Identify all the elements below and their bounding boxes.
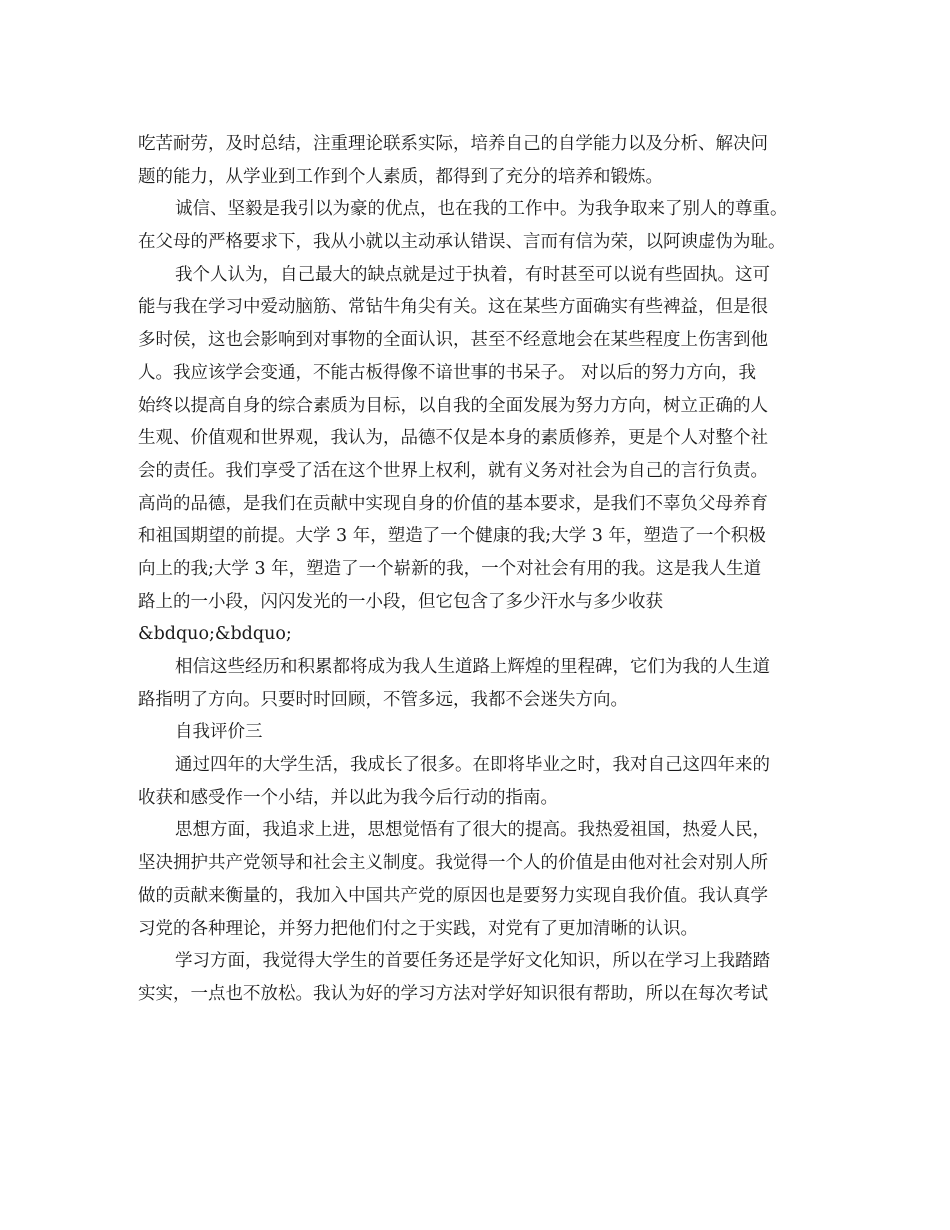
- text-line: 生观、价值观和世界观，我认为，品德不仅是本身的素质修养，更是个人对整个社: [138, 428, 768, 449]
- text-line: 我个人认为，自己最大的缺点就是过于执着，有时甚至可以说有些固执。这可: [175, 264, 770, 285]
- text-line: 习党的各种理论，并努力把他们付之于实践，对党有了更加清晰的认识。: [138, 918, 698, 939]
- text-line: 自我评价三: [175, 722, 263, 743]
- text-line: 题的能力，从学业到工作到个人素质，都得到了充分的培养和锻炼。: [138, 166, 663, 187]
- text-line: 诚信、坚毅是我引以为豪的优点，也在我的工作中。为我争取来了别人的尊重。: [175, 199, 788, 220]
- text-line: 会的责任。我们享受了活在这个世界上权利，就有义务对社会为自己的言行负责。: [138, 460, 768, 481]
- text-line: 学习方面，我觉得大学生的首要任务还是学好文化知识，所以在学习上我踏踏: [175, 951, 770, 972]
- text-line: 收获和感受作一个小结，并以此为我今后行动的指南。: [138, 787, 558, 808]
- text-line: 人。我应该学会变通，不能古板得像不谙世事的书呆子。 对以后的努力方向，我: [138, 362, 757, 383]
- text-line: 相信这些经历和积累都将成为我人生道路上辉煌的里程碑，它们为我的人生道: [175, 657, 770, 677]
- text-line: 始终以提高自身的综合素质为目标，以自我的全面发展为努力方向，树立正确的人: [138, 395, 768, 416]
- text-line: 路指明了方向。只要时时回顾，不管多远，我都不会迷失方向。: [138, 689, 628, 710]
- text-line: 能与我在学习中爱动脑筋、常钻牛角尖有关。这在某些方面确实有些裨益，但是很: [138, 297, 768, 318]
- text-line: 多时侯，这也会影响到对事物的全面认识，甚至不经意地会在某些程度上伤害到他: [138, 330, 768, 351]
- text-line: 思想方面，我追求上进，思想觉悟有了很大的提高。我热爱祖国，热爱人民，: [175, 820, 770, 841]
- text-line: 通过四年的大学生活，我成长了很多。在即将毕业之时，我对自己这四年来的: [175, 755, 770, 776]
- text-line: 做的贡献来衡量的，我加入中国共产党的原因也是要努力实现自我价值。我认真学: [138, 885, 768, 906]
- text-line: 坚决拥护共产党领导和社会主义制度。我觉得一个人的价值是由他对社会对别人所: [138, 853, 768, 874]
- text-line: 和祖国期望的前提。大学 3 年，塑造了一个健康的我;大学 3 年，塑造了一个积极: [138, 526, 766, 547]
- text-line: 吃苦耐劳，及时总结，注重理论联系实际，培养自己的自学能力以及分析、解决问: [138, 134, 768, 154]
- text-line: 高尚的品德，是我们在贡献中实现自身的价值的基本要求，是我们不辜负父母养育: [138, 493, 768, 514]
- text-line: &bdquo;&bdquo;: [138, 624, 292, 645]
- text-line: 向上的我;大学 3 年，塑造了一个崭新的我，一个对社会有用的我。这是我人生道: [138, 558, 762, 579]
- document-body: [138, 128, 818, 1011]
- text-line: 实实，一点也不放松。我认为好的学习方法对学好知识很有帮助，所以在每次考试: [138, 983, 768, 1004]
- text-line: 路上的一小段，闪闪发光的一小段，但它包含了多少汗水与多少收获: [138, 591, 663, 612]
- text-line: 在父母的严格要求下，我从小就以主动承认错误、言而有信为荣，以阿谀虚伪为耻。: [138, 232, 786, 253]
